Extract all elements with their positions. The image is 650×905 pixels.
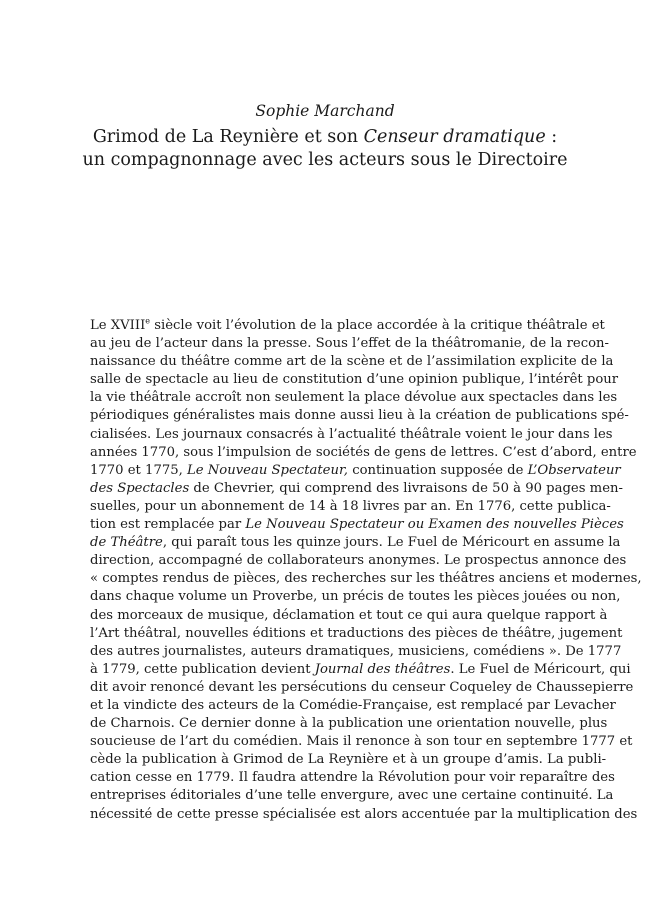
author-name: Sophie Marchand bbox=[255, 102, 395, 120]
title-line-1-suffix: : bbox=[545, 127, 558, 147]
text-segment: Le XVIII bbox=[90, 318, 146, 333]
body-line bbox=[90, 588, 621, 606]
body-line bbox=[90, 316, 605, 335]
text-segment: cède la publication à Grimod de La Reynière et à un groupe d’amis. La publi- bbox=[90, 752, 607, 768]
body-line bbox=[90, 335, 609, 353]
text-segment: la vie théâtrale accroît non seulement la place dévolue aux spectacles dans les bbox=[90, 390, 618, 406]
body-line bbox=[90, 787, 614, 805]
body-line bbox=[90, 498, 611, 516]
body-line bbox=[90, 444, 637, 462]
text-segment: et la vindicte des acteurs de la Comédie-Française, est remplacé par Levacher bbox=[90, 697, 616, 713]
body-text bbox=[90, 316, 642, 824]
body-line bbox=[90, 426, 613, 444]
text-segment: continuation supposée de bbox=[348, 462, 528, 478]
italic-text: des Spectacles bbox=[90, 480, 190, 496]
italic-text: Le Nouveau Spectateur ou Examen des nouvelles Pièces bbox=[245, 517, 624, 533]
body-line bbox=[90, 516, 624, 534]
text-segment: salle de spectacle au lieu de constitution d’une opinion publique, l’intérêt pour bbox=[90, 372, 619, 388]
title-line-1-text: Grimod de La Reynière et son bbox=[92, 127, 364, 147]
body-line bbox=[90, 806, 638, 824]
text-segment: l’Art théâtral, nouvelles éditions et traductions des pièces de théâtre, jugement bbox=[90, 625, 623, 641]
text-segment: années 1770, sous l’impulsion de sociétés de gens de lettres. C’est d’abord, entre bbox=[90, 444, 637, 460]
body-line bbox=[90, 607, 608, 625]
body-line bbox=[90, 534, 621, 552]
text-segment: cialisées. Les journaux consacrés à l’actualité théâtrale voient le jour dans les bbox=[90, 426, 613, 442]
text-segment: entreprises éditoriales d’une telle envergure, avec une certaine continuité. La bbox=[90, 788, 614, 804]
title-line-1 bbox=[0, 126, 650, 149]
body-line bbox=[90, 407, 629, 425]
article-title bbox=[0, 126, 650, 172]
text-segment: de Chevrier, qui comprend des livraisons de 50 à 90 pages men- bbox=[189, 480, 623, 496]
italic-text: L’Observateur bbox=[527, 462, 621, 478]
title-line-2: un compagnonnage avec les acteurs sous le Directoire bbox=[82, 150, 568, 170]
body-line bbox=[90, 751, 607, 769]
text-segment: périodiques généralistes mais donne aussi lieu à la création de publications spé- bbox=[90, 408, 629, 424]
body-line bbox=[90, 462, 621, 480]
italic-text: Journal des théâtres bbox=[314, 661, 451, 677]
italic-text: de Théâtre bbox=[90, 535, 163, 551]
text-segment: . Le Fuel de Méricourt, qui bbox=[450, 661, 631, 677]
body-line bbox=[90, 353, 614, 371]
text-segment: , qui paraît tous les quinze jours. Le Fuel de Méricourt en assume la bbox=[162, 535, 621, 551]
text-segment: dans chaque volume un Proverbe, un précis de toutes les pièces jouées ou non, bbox=[90, 589, 621, 605]
text-segment: dit avoir renoncé devant les persécutions du censeur Coqueley de Chaussepierre bbox=[90, 679, 634, 695]
text-segment: 1770 et 1775, bbox=[90, 462, 187, 478]
body-line bbox=[90, 715, 608, 733]
text-segment: au jeu de l’acteur dans la presse. Sous l’effet de la théâtromanie, de la recon- bbox=[90, 336, 609, 352]
body-line bbox=[90, 570, 642, 588]
title-line-1-italic: Censeur dramatique bbox=[363, 127, 546, 147]
text-segment: direction, accompagné de collaborateurs anonymes. Le prospectus annonce des bbox=[90, 553, 627, 569]
body-line bbox=[90, 625, 623, 643]
text-segment: « comptes rendus de pièces, des recherches sur les théâtres anciens et modernes, bbox=[90, 571, 642, 587]
body-line bbox=[90, 661, 631, 679]
text-segment: nécessité de cette presse spécialisée est alors accentuée par la multiplication des bbox=[90, 806, 638, 822]
text-segment: de Charnois. Ce dernier donne à la publication une orientation nouvelle, plus bbox=[90, 716, 608, 732]
body-line bbox=[90, 679, 634, 697]
body-line bbox=[90, 480, 623, 498]
body-line bbox=[90, 697, 616, 715]
body-line bbox=[90, 389, 618, 407]
body-line bbox=[90, 552, 627, 570]
body-line bbox=[90, 371, 619, 389]
body-line bbox=[90, 769, 615, 787]
text-segment: des morceaux de musique, déclamation et tout ce qui aura quelque rapport à bbox=[90, 607, 608, 623]
italic-text: Le Nouveau Spectateur, bbox=[187, 462, 348, 478]
text-segment: à 1779, cette publication devient bbox=[90, 661, 315, 677]
superscript: e bbox=[145, 316, 151, 326]
text-segment: naissance du théâtre comme art de la scène et de l’assimilation explicite de la bbox=[90, 354, 614, 370]
text-segment: tion est remplacée par bbox=[90, 517, 246, 533]
body-line bbox=[90, 643, 622, 661]
text-segment: suelles, pour un abonnement de 14 à 18 livres par an. En 1776, cette publica- bbox=[90, 498, 611, 514]
text-segment: des autres journalistes, auteurs dramatiques, musiciens, comédiens ». De 1777 bbox=[90, 643, 622, 659]
text-segment: siècle voit l’évolution de la place accordée à la critique théâtrale et bbox=[150, 318, 605, 333]
body-line bbox=[90, 733, 633, 751]
text-segment: soucieuse de l’art du comédien. Mais il renonce à son tour en septembre 1777 et bbox=[90, 734, 633, 750]
text-segment: cation cesse en 1779. Il faudra attendre la Révolution pour voir reparaître des bbox=[90, 770, 615, 786]
